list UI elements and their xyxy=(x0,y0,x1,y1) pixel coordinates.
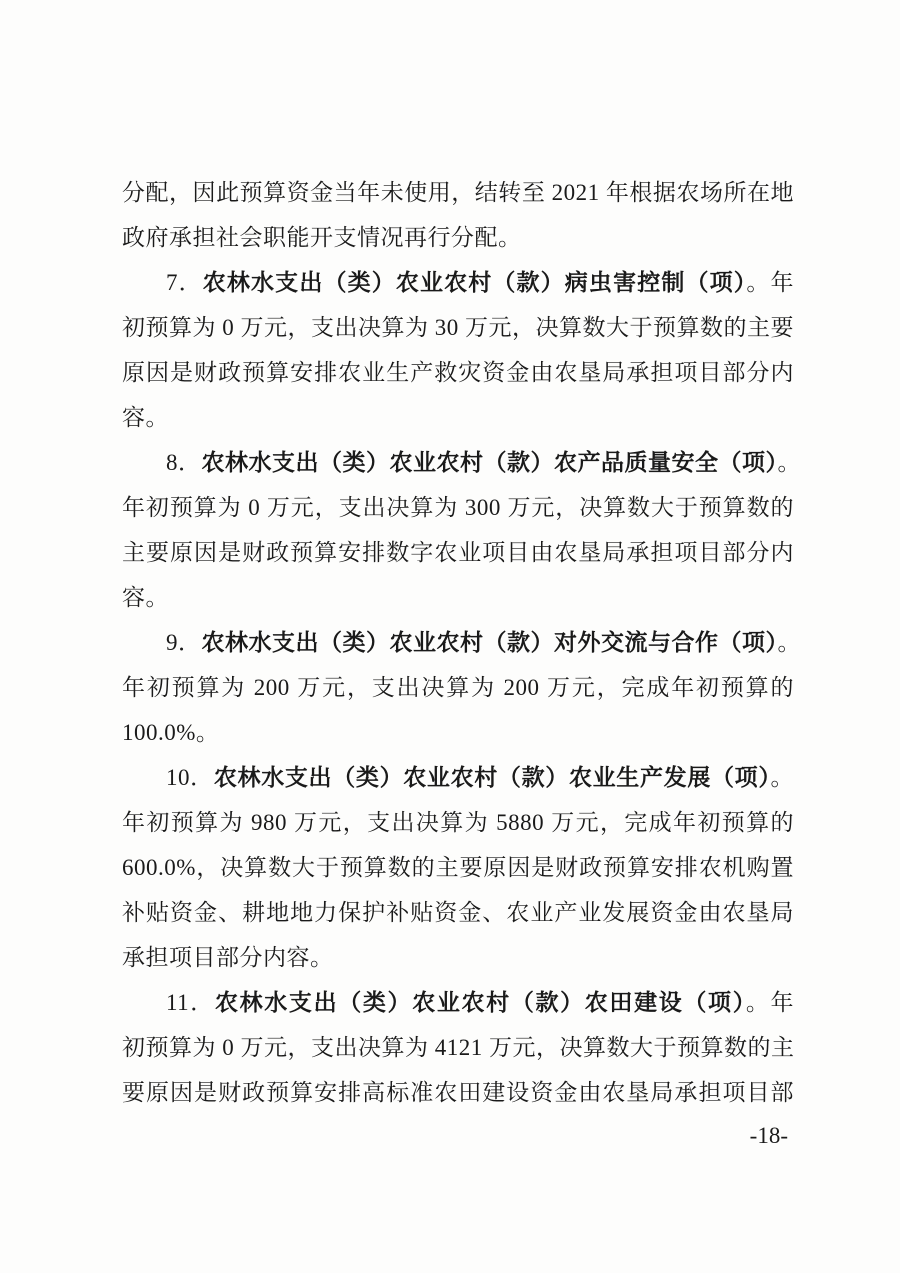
page-number: -18- xyxy=(749,1123,788,1148)
text-line xyxy=(122,890,794,935)
text-line xyxy=(122,665,794,710)
text-line xyxy=(122,530,794,575)
text-segment: 100.0%。 xyxy=(122,720,220,745)
text-line xyxy=(122,845,794,890)
text-segment: 。 xyxy=(770,765,795,790)
text-line xyxy=(122,170,794,215)
text-segment: 年初预算为 200 万元，支出决算为 200 万元，完成年初预算的 xyxy=(122,675,794,700)
text-line xyxy=(122,350,794,395)
text-line xyxy=(122,440,801,485)
text-segment: 9． xyxy=(166,630,202,655)
text-line xyxy=(122,800,794,845)
text-segment: 。年 xyxy=(746,270,795,295)
text-line xyxy=(122,260,794,305)
text-line xyxy=(122,305,794,350)
text-segment: 补贴资金、耕地地力保护补贴资金、农业产业发展资金由农垦局 xyxy=(122,900,794,925)
text-line xyxy=(122,575,794,620)
text-line xyxy=(122,215,794,260)
text-segment: 承担项目部分内容。 xyxy=(122,945,334,970)
text-segment-heading: 农林水支出（类）农业农村（款）农田建设（项） xyxy=(214,989,746,1015)
text-segment: 年初预算为 980 万元，支出决算为 5880 万元，完成年初预算的 xyxy=(122,810,794,835)
text-segment: 8． xyxy=(166,450,202,475)
text-line xyxy=(122,710,794,755)
text-segment: 分配，因此预算资金当年未使用，结转至 2021 年根据农场所在地 xyxy=(122,180,794,205)
text-segment: 政府承担社会职能开支情况再行分配。 xyxy=(122,225,522,250)
text-segment: 容。 xyxy=(122,585,169,610)
text-segment: 。 xyxy=(777,450,801,475)
text-segment: 600.0%，决算数大于预算数的主要原因是财政预算安排农机购置 xyxy=(122,855,794,880)
text-segment: 7． xyxy=(166,270,203,295)
text-line xyxy=(122,935,794,980)
text-segment: 容。 xyxy=(122,405,169,430)
text-line xyxy=(122,1025,794,1070)
text-segment-heading: 农林水支出（类）农业农村（款）对外交流与合作（项） xyxy=(201,629,778,655)
text-segment: 。 xyxy=(777,630,801,655)
text-segment-heading: 农林水支出（类）农业农村（款）农业生产发展（项） xyxy=(213,764,771,790)
text-segment: 10． xyxy=(166,765,214,790)
text-line xyxy=(122,485,794,530)
text-line xyxy=(122,620,801,665)
text-segment: 主要原因是财政预算安排数字农业项目由农垦局承担项目部分内 xyxy=(122,540,794,565)
text-segment-heading: 农林水支出（类）农业农村（款）病虫害控制（项） xyxy=(202,269,747,295)
text-segment-heading: 农林水支出（类）农业农村（款）农产品质量安全（项） xyxy=(201,449,778,475)
text-segment: 要原因是财政预算安排高标准农田建设资金由农垦局承担项目部 xyxy=(122,1080,794,1105)
text-segment: 原因是财政预算安排农业生产救灾资金由农垦局承担项目部分内 xyxy=(122,360,794,385)
text-segment: 初预算为 0 万元，支出决算为 4121 万元，决算数大于预算数的主 xyxy=(122,1035,795,1060)
text-line xyxy=(122,395,794,440)
text-segment: 年初预算为 0 万元，支出决算为 300 万元，决算数大于预算数的 xyxy=(122,495,794,520)
text-segment: 初预算为 0 万元，支出决算为 30 万元，决算数大于预算数的主要 xyxy=(122,315,794,340)
text-segment: 。年 xyxy=(745,990,795,1015)
text-line xyxy=(122,980,794,1025)
document-body xyxy=(122,170,801,1115)
text-line xyxy=(122,1070,794,1115)
text-segment: 11． xyxy=(166,990,215,1015)
text-line xyxy=(122,755,794,800)
